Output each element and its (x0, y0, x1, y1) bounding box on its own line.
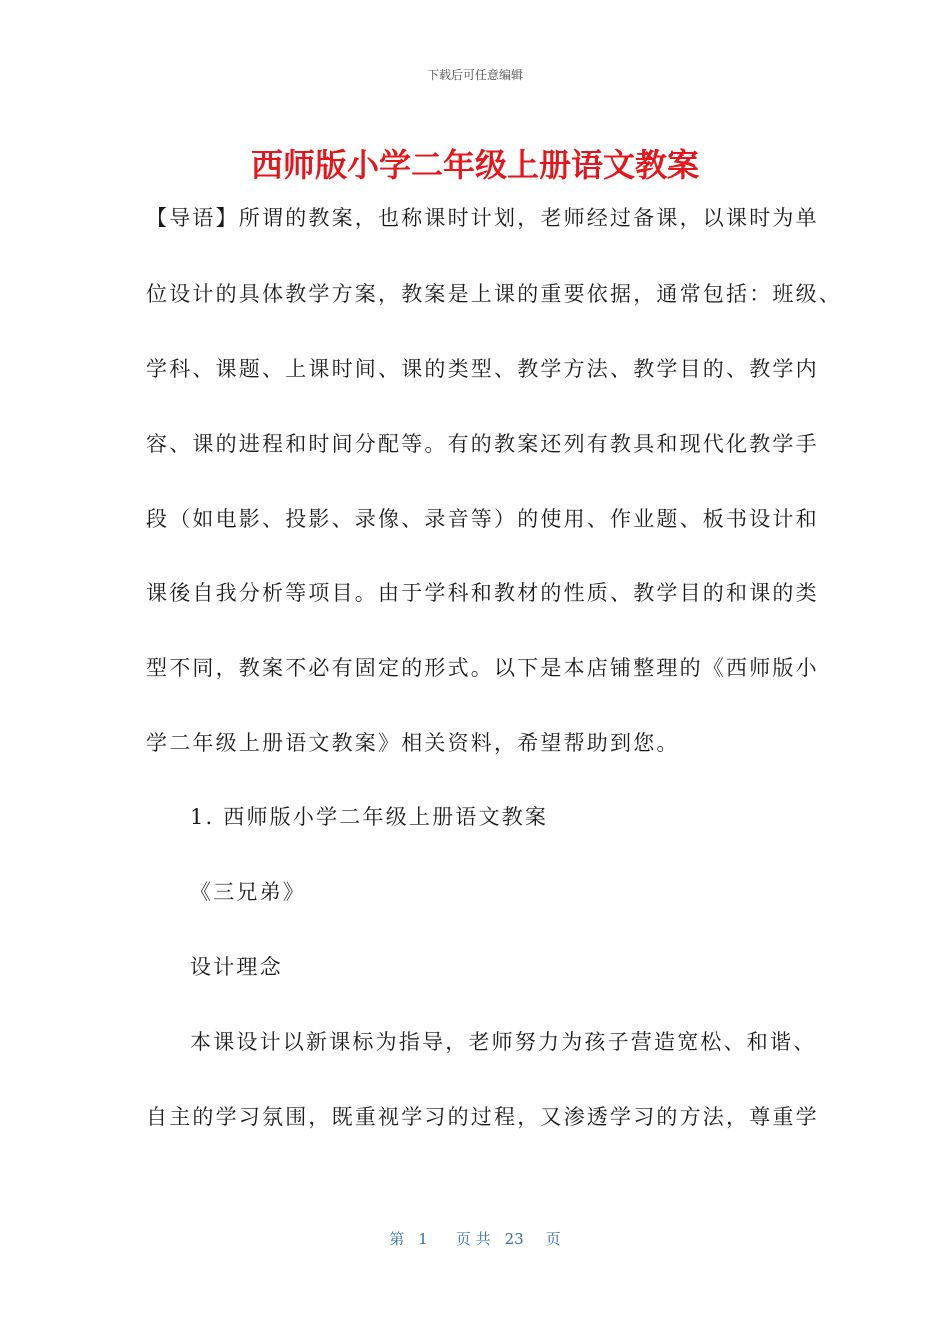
paragraph-line: 学科、课题、上课时间、课的类型、教学方法、教学目的、教学内 (146, 357, 819, 381)
subsection-heading: 设计理念 (190, 955, 283, 979)
paragraph-line: 本课设计以新课标为指导，老师努力为孩子营造宽松、和谐、 (190, 1030, 817, 1054)
paragraph-line: 课後自我分析等项目。由于学科和教材的性质、教学目的和课的类 (146, 581, 819, 605)
paragraph-line: 学二年级上册语文教案》相关资料，希望帮助到您。 (146, 731, 680, 755)
footer-page-number: 1 (418, 1230, 428, 1248)
footer-middle: 页 共 (455, 1230, 491, 1248)
paragraph-line: 型不同，教案不必有固定的形式。以下是本店铺整理的《西师版小 (146, 656, 819, 680)
footer-prefix: 第 (389, 1230, 405, 1248)
footer-suffix: 页 (545, 1230, 561, 1248)
paragraph-line: 自主的学习氛围，既重视学习的过程，又渗透学习的方法，尊重学 (146, 1105, 819, 1129)
paragraph-line: 位设计的具体教学方案，教案是上课的重要依据，通常包括：班级、 (146, 282, 842, 306)
header-note: 下载后可任意编辑 (426, 68, 523, 82)
footer-total-pages: 23 (504, 1230, 524, 1248)
page-footer (0, 1228, 950, 1249)
lesson-title: 《三兄弟》 (190, 880, 306, 904)
paragraph-line: 段（如电影、投影、录像、录音等）的使用、作业题、板书设计和 (146, 507, 819, 531)
paragraph-line: 【导语】所谓的教案，也称课时计划，老师经过备课，以课时为单 (146, 206, 819, 230)
section-heading: 1. 西师版小学二年级上册语文教案 (190, 805, 549, 829)
paragraph-line: 容、课的进程和时间分配等。有的教案还列有教具和现代化教学手 (146, 432, 819, 456)
document-title: 西师版小学二年级上册语文教案 (250, 146, 699, 184)
